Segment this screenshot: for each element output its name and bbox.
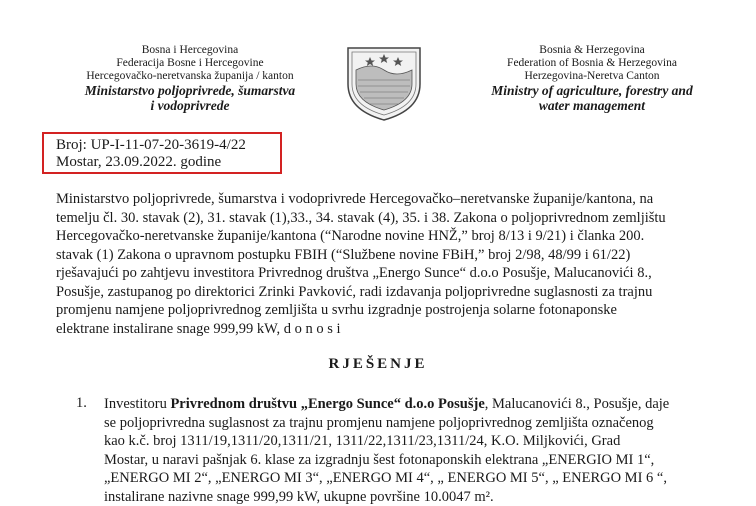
header-left-federation: Federacija Bosne i Hercegovine bbox=[116, 57, 264, 69]
decision-heading: RJEŠENJE bbox=[328, 356, 428, 372]
intro-paragraph bbox=[56, 190, 736, 338]
header-left-ministry-1: Ministarstvo poljoprivrede, šumarstva bbox=[84, 83, 296, 98]
intro-line: temelju čl. 30. stavak (2), 31. stavak (1),33., 34. stavak (4), 35. i 38. Zakona o poljoprivrednom zemljištu bbox=[56, 209, 666, 226]
intro-line: Hercegovačko-neretvanske županije/kantona (“Narodne novine HNŽ,” broj 8/13 i 9/21) i članka 200. bbox=[56, 228, 645, 244]
header-right bbox=[452, 44, 732, 113]
item-lead: Investitoru bbox=[104, 396, 171, 412]
reference-number: Broj: UP-I-11-07-20-3619-4/22 bbox=[56, 137, 246, 153]
item-line: Mostar, u naravi pašnjak 6. klase za izgradnju šest fotonaponskih elektrana „ENERGIO MI 1“, bbox=[104, 451, 655, 468]
intro-line: rješavajući po zahtjevu investitora Privrednog društva „Energo Sunce“ d.o.o Posušje, Malucanovići 8., bbox=[56, 265, 652, 281]
header-left-country: Bosna i Hercegovina bbox=[141, 44, 239, 56]
intro-line: stavak (1) Zakona o upravnom postupku FBIH (“Službene novine FBiH,” broj 2/98, 48/99 i 61/22) bbox=[56, 246, 631, 263]
intro-line: Posušje, zastupanog po direktorici Zrinki Pavković, radi izdavanja poljoprivredne suglasnosti za trajnu bbox=[56, 283, 653, 300]
header-right-ministry-1: Ministry of agriculture, forestry and bbox=[491, 83, 693, 98]
header-left bbox=[40, 44, 340, 113]
item-line: se poljoprivredna suglasnost za trajnu promjenu namjene poljoprivrednog zemljišta označenog bbox=[104, 414, 654, 431]
item-first-line-rest: , Malucanovići 8., Posušje, daje bbox=[484, 396, 670, 412]
item-number: 1. bbox=[76, 395, 87, 411]
intro-line: elektrane instalirane snage 999,99 kW, d o n o s i bbox=[56, 320, 341, 337]
header-left-canton: Hercegovačko-neretvanska županija / kanton bbox=[86, 70, 294, 82]
reference-place-date: Mostar, 23.09.2022. godine bbox=[56, 154, 222, 170]
header-right-federation: Federation of Bosnia & Herzegovina bbox=[507, 57, 677, 69]
decision-item-1 bbox=[104, 395, 738, 506]
header-right-country: Bosnia & Herzegovina bbox=[539, 44, 645, 56]
intro-line: Ministarstvo poljoprivrede, šumarstva i vodoprivrede Hercegovačko–neretvanske županije/kantona, na bbox=[56, 191, 654, 207]
header-right-canton: Herzegovina-Neretva Canton bbox=[524, 70, 660, 82]
header-left-ministry-2: i vodoprivrede bbox=[150, 98, 230, 113]
investor-name: Privrednom društvu „Energo Sunce“ d.o.o Posušje bbox=[170, 396, 485, 412]
reference-block bbox=[56, 137, 246, 171]
item-line: kao k.č. broj 1311/19,1311/20,1311/21, 1311/22,1311/23,1311/24, K.O. Miljkovići, Grad bbox=[104, 433, 621, 449]
item-first-line bbox=[104, 395, 738, 414]
intro-line: promjenu namjene poljoprivrednog zemljišta u svrhu izgradnje postrojenja solarne fotonaponske bbox=[56, 302, 617, 318]
item-line: instalirane nazivne snage 999,99 kW, ukupne površine 10.0047 m². bbox=[104, 488, 494, 505]
header-right-ministry-2: water management bbox=[538, 98, 646, 113]
item-line: „ENERGO MI 2“, „ENERGO MI 3“, „ENERGO MI 4“, „ ENERGO MI 5“, „ ENERGO MI 6 “, bbox=[104, 470, 667, 486]
coat-of-arms-icon bbox=[342, 40, 426, 124]
